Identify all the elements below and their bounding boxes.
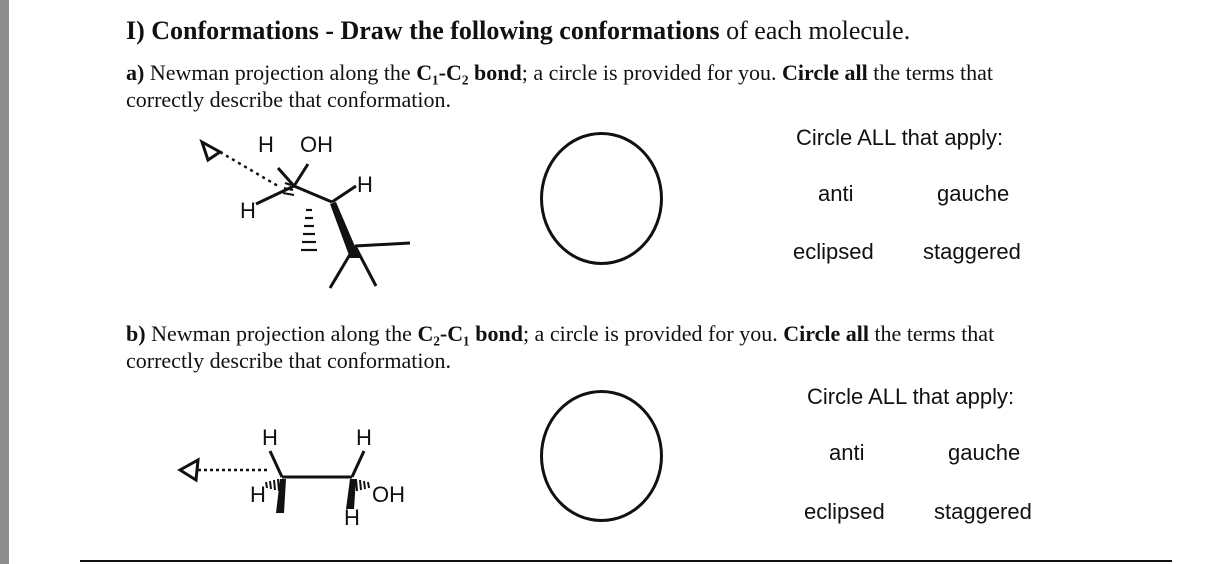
title-rest: of each molecule. [719, 16, 911, 45]
title-bold: I) Conformations - Draw the following conformations [126, 16, 720, 45]
bond-methyl-down-left [330, 246, 355, 288]
part-b-text-1: Newman projection along the [145, 321, 418, 346]
option-a-staggered[interactable]: staggered [923, 239, 1021, 264]
label-oh-top: OH [300, 132, 333, 157]
part-a-text-2: ; a circle is provided for you. [521, 60, 782, 85]
part-a-bond: C₁-C₂ bond [416, 60, 522, 85]
view-direction-line [220, 152, 278, 186]
hashed-wedge-front [266, 479, 279, 491]
label-h-top-left: H [262, 425, 278, 450]
label-h-bottom-left: H [250, 482, 266, 507]
part-a-prompt-line2: correctly describe that conformation. [126, 87, 451, 112]
options-b-title: Circle ALL that apply: [807, 384, 1015, 409]
option-b-gauche[interactable]: gauche [948, 440, 1021, 465]
newman-circle-b[interactable] [540, 390, 663, 522]
part-b-label: b) [126, 321, 146, 346]
part-b-prompt-line1 [126, 320, 994, 347]
option-a-gauche[interactable]: gauche [937, 181, 1010, 206]
part-b-circle-all: Circle all [783, 321, 869, 346]
section-title [126, 15, 910, 47]
view-eye-icon [202, 142, 220, 160]
part-a-circle-all: Circle all [781, 60, 868, 85]
option-b-staggered[interactable]: staggered [934, 499, 1032, 524]
label-h-right: H [357, 172, 373, 197]
view-eye-icon-b [180, 460, 198, 480]
bond-methyl-down-right [355, 246, 376, 286]
bottom-divider [80, 560, 1172, 562]
option-a-eclipsed[interactable]: eclipsed [793, 239, 874, 264]
part-b-molecule [170, 415, 430, 535]
part-b-text-2: ; a circle is provided for you. [522, 321, 784, 346]
option-b-eclipsed[interactable]: eclipsed [804, 499, 885, 524]
bond-c2-h [332, 186, 356, 202]
bond-c1-oh [294, 164, 308, 186]
part-a-text-1: Newman projection along the [144, 60, 417, 85]
bond-back-h-top [352, 451, 364, 477]
label-h-top-right: H [356, 425, 372, 450]
hashed-wedge-lower [301, 210, 317, 250]
bond-methyl-right [355, 243, 410, 246]
label-h-top: H [258, 132, 274, 157]
bond-c1-c2 [294, 186, 332, 202]
option-b-anti[interactable]: anti [829, 440, 865, 465]
label-h-bottom: H [344, 505, 360, 530]
part-b-prompt-line2: correctly describe that conformation. [126, 348, 451, 373]
part-b-text-3: the terms that [868, 321, 995, 346]
part-a-text-3: the terms that [867, 60, 993, 85]
hashed-wedge-back [356, 479, 369, 491]
part-a-molecule [190, 128, 420, 293]
newman-circle-a[interactable] [540, 132, 663, 265]
option-a-anti[interactable]: anti [818, 181, 854, 206]
options-a-title: Circle ALL that apply: [796, 125, 1004, 150]
part-b-bond: C₂-C₁ bond [417, 321, 523, 346]
part-a-prompt-line1 [126, 59, 993, 86]
label-h-left: H [240, 198, 256, 223]
label-oh-right: OH [372, 482, 405, 507]
part-a-label: a) [126, 60, 145, 85]
bond-front-h-top [270, 451, 282, 477]
left-page-edge [0, 0, 9, 564]
